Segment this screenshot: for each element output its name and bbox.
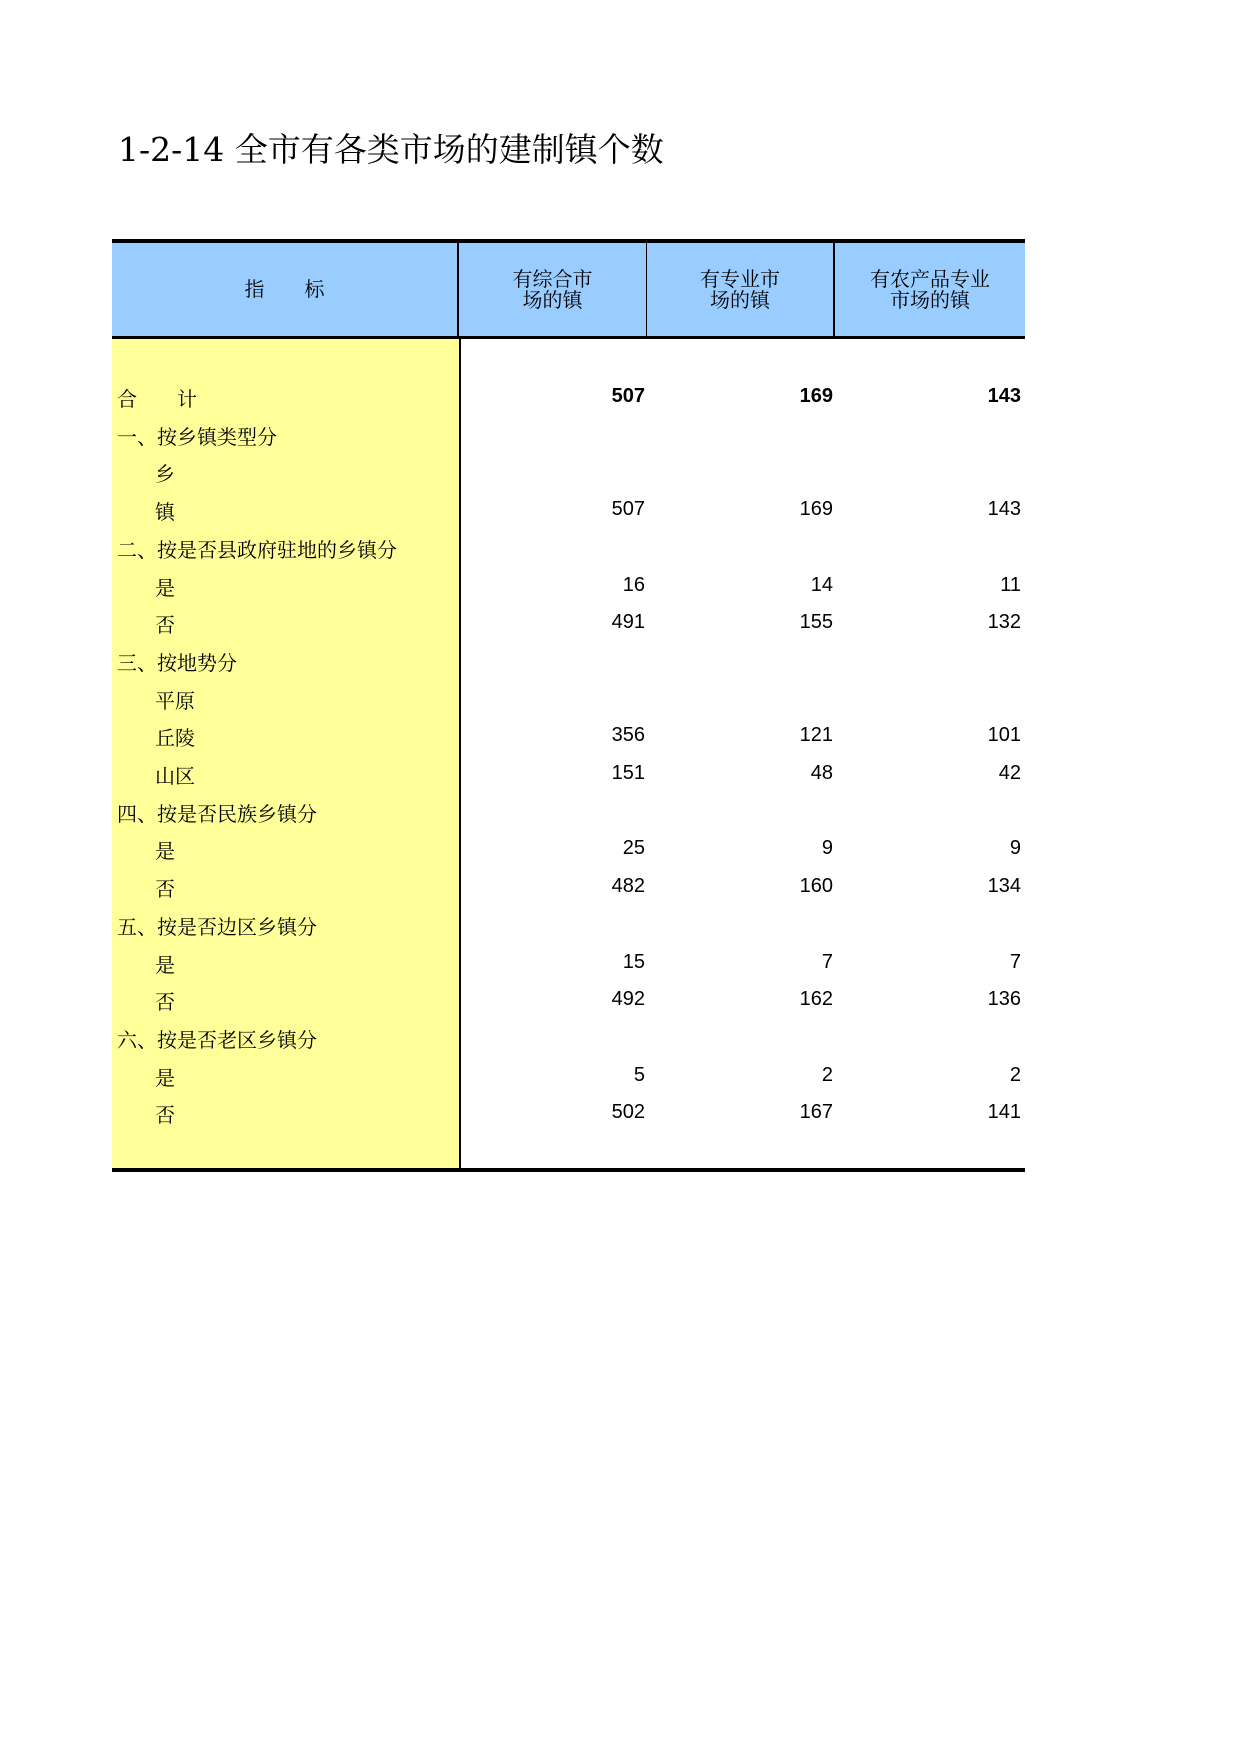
row-value: 25 (622, 837, 645, 860)
row-label: 丘陵 (155, 726, 195, 751)
table-row (112, 605, 1025, 639)
row-value: 11 (1000, 573, 1021, 596)
row-label: 镇 (155, 500, 175, 525)
row-label: 是 (155, 839, 175, 864)
row-value: 143 (987, 385, 1021, 407)
row-value: 162 (799, 988, 833, 1011)
row-label: 平原 (155, 688, 195, 713)
row-value: 134 (987, 875, 1021, 898)
table-row (112, 869, 1025, 903)
table-row (112, 568, 1025, 602)
table-row (112, 831, 1025, 865)
row-value: 507 (611, 385, 645, 407)
header-specialized-market: 有专业市 场的镇 (647, 243, 835, 336)
row-label: 五、按是否边区乡镇分 (117, 914, 317, 939)
header-indicator: 指 标 (112, 243, 459, 336)
table-row (112, 1020, 1025, 1054)
row-value: 42 (998, 762, 1021, 784)
row-value: 14 (810, 573, 833, 596)
row-value: 492 (611, 988, 645, 1011)
table-row (112, 1058, 1025, 1092)
row-value: 507 (611, 498, 645, 521)
row-label: 否 (155, 877, 175, 902)
table-bottom-border (112, 1168, 1025, 1172)
table-row (112, 454, 1025, 488)
row-label: 合 计 (117, 387, 197, 411)
header-comprehensive-market: 有综合市 场的镇 (459, 243, 647, 336)
row-value: 356 (611, 724, 645, 747)
row-label: 是 (155, 952, 175, 977)
statistics-table (112, 239, 1025, 1171)
row-value: 101 (987, 724, 1021, 747)
header-agricultural-market: 有农产品专业 市场的镇 (870, 266, 990, 312)
table-row (112, 1095, 1025, 1129)
row-value: 132 (987, 611, 1021, 634)
row-value: 7 (1009, 950, 1021, 973)
row-value: 160 (799, 875, 833, 898)
row-value: 121 (799, 724, 833, 747)
row-value: 15 (622, 950, 645, 973)
row-label: 是 (155, 1065, 175, 1090)
row-label: 六、按是否老区乡镇分 (117, 1027, 317, 1052)
row-label: 山区 (155, 764, 195, 788)
table-row (112, 756, 1025, 790)
table-row (112, 530, 1025, 564)
row-value: 16 (622, 573, 645, 596)
row-value: 48 (810, 762, 833, 784)
row-value: 482 (611, 875, 645, 898)
row-value: 9 (821, 837, 833, 860)
row-value: 151 (611, 762, 645, 784)
table-row (112, 794, 1025, 828)
row-value: 169 (799, 385, 833, 407)
row-label: 是 (155, 575, 175, 600)
row-value: 7 (821, 950, 833, 973)
row-value: 9 (1009, 837, 1021, 860)
row-label: 否 (155, 1103, 175, 1128)
table-row (112, 379, 1025, 413)
row-label: 三、按地势分 (117, 650, 237, 675)
table-row (112, 945, 1025, 979)
table-row (112, 982, 1025, 1016)
page-title: 1-2-14 全市有各类市场的建制镇个数 (118, 130, 664, 169)
row-value: 2 (1009, 1063, 1021, 1086)
row-value: 136 (987, 988, 1021, 1011)
table-row (112, 907, 1025, 941)
row-value: 5 (633, 1063, 645, 1086)
row-value: 169 (799, 498, 833, 521)
row-value: 143 (987, 498, 1021, 521)
table-row (112, 643, 1025, 677)
row-label: 一、按乡镇类型分 (117, 424, 277, 449)
row-value: 502 (611, 1101, 645, 1124)
row-value: 167 (799, 1101, 833, 1124)
row-value: 491 (611, 611, 645, 634)
row-value: 155 (799, 611, 833, 634)
row-value: 141 (987, 1101, 1021, 1124)
row-label: 二、按是否县政府驻地的乡镇分 (117, 537, 397, 562)
table-header (112, 239, 1025, 339)
row-label: 否 (155, 990, 175, 1015)
row-value: 2 (821, 1063, 833, 1086)
row-label: 四、按是否民族乡镇分 (117, 801, 317, 826)
table-row (112, 718, 1025, 752)
table-row (112, 417, 1025, 451)
table-row (112, 681, 1025, 715)
row-label: 乡 (155, 462, 175, 487)
table-row (112, 492, 1025, 526)
row-label: 否 (155, 613, 175, 638)
